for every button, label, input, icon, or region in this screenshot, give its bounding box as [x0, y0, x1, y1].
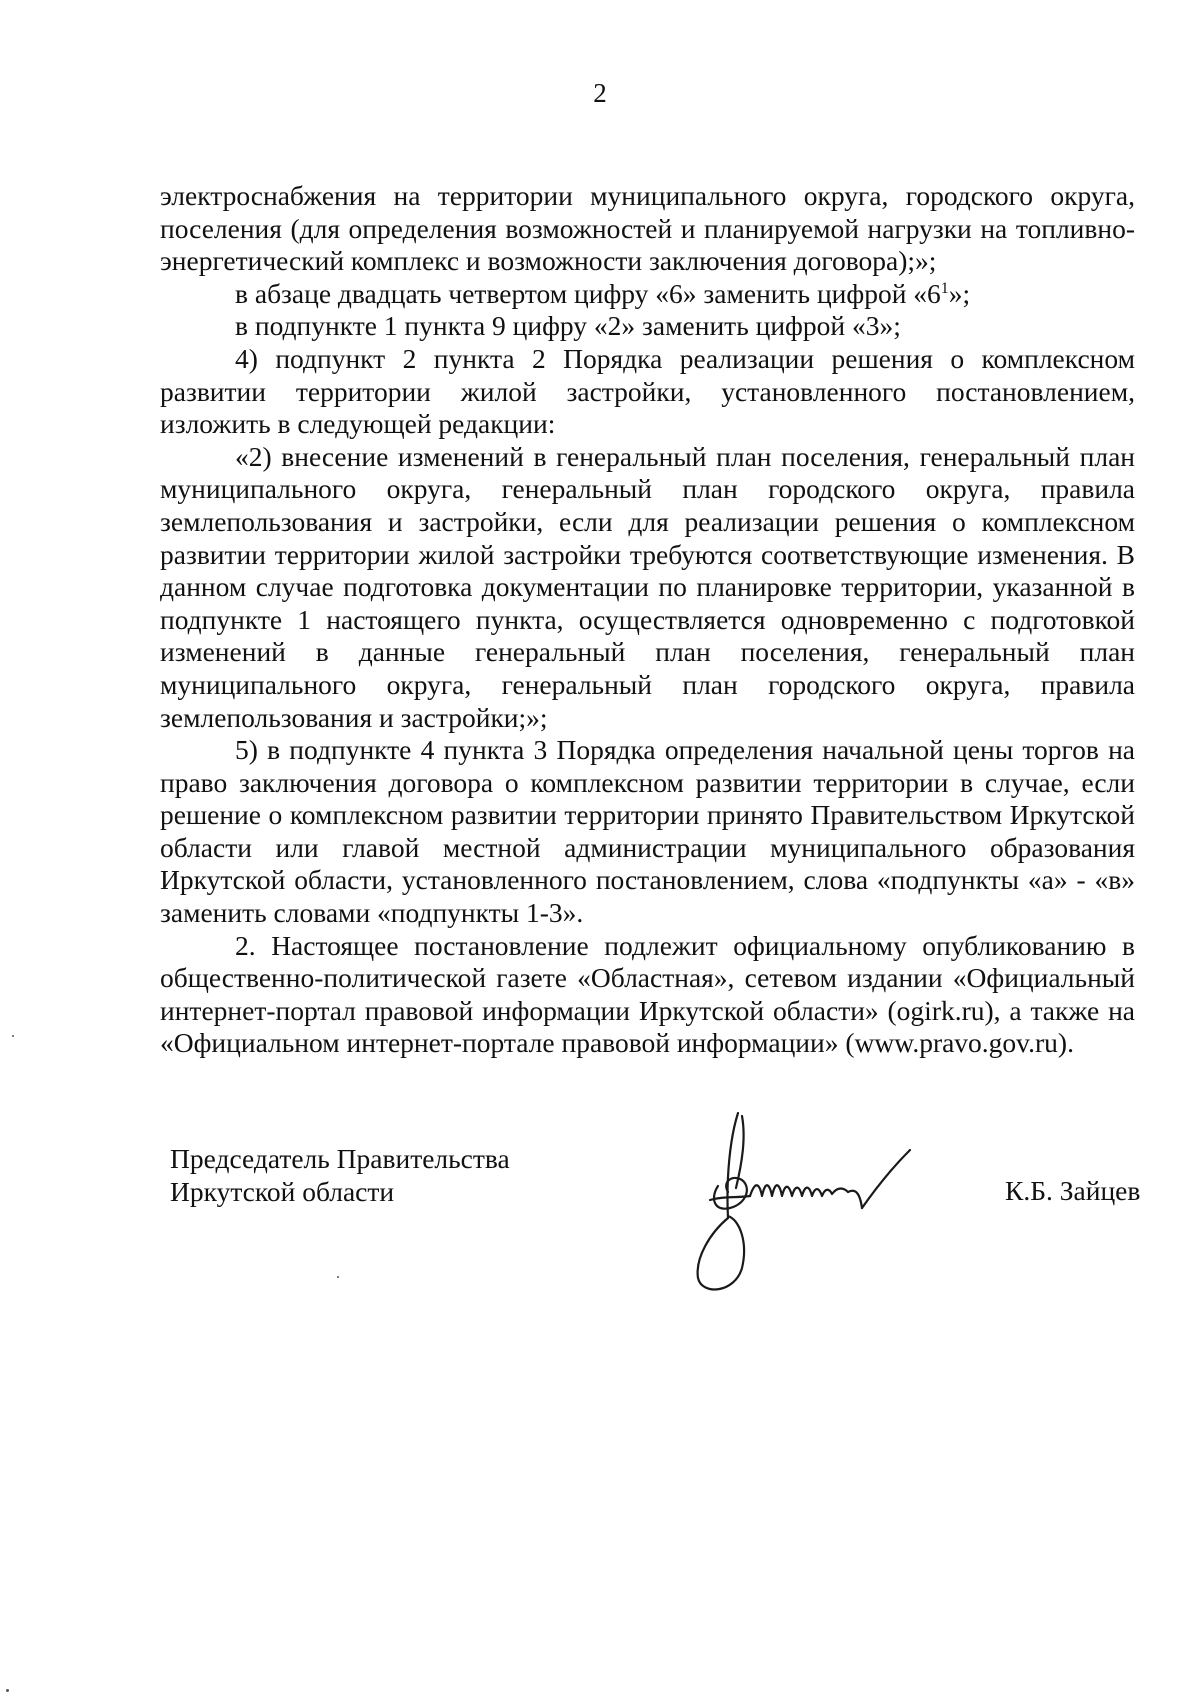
paragraph-item-5: 5) в подпункте 4 пункта 3 Порядка определения начальной цены торгов на право заключения договора о комплексном развитии территории в случае, если решение о комплексном развитии территории принято Правительством Иркутской области или главой местной администрации муниципального образования Иркутской области, установленного постановлением, слова «подпункты «а» - «в» заменить словами «подпункты 1-3». — [160, 734, 1135, 929]
paragraph-publication: 2. Настоящее постановление подлежит официальному опубликованию в общественно-политической газете «Областная», сетевом издании «Официальный интернет-портал правовой информации Иркутской области» (ogirk.ru), а также на «Официальном интернет-портале правовой информации» (www.pravo.gov.ru). — [160, 929, 1135, 1059]
scan-speck — [12, 1035, 14, 1037]
paragraph-quoted-item-2: «2) внесение изменений в генеральный план поселения, генеральный план муниципального округа, генеральный план городского округа, правила землепользования и застройки, если для реализации решения о комплексном развитии территории жилой застройки требуются соответствующие изменения. В данном случае подготовка документации по планировке территории, указанной в подпункте 1 настоящего пункта, осуществляется одновременно с подготовкой изменений в данные генеральный план поселения, генеральный план муниципального округа, генеральный план городского округа, правила землепользования и застройки;»; — [160, 440, 1135, 733]
paragraph-abzac-24 — [160, 278, 1135, 311]
signatory-position-line-1: Председатель Правительства — [170, 1143, 510, 1174]
page-number: 2 — [593, 78, 607, 108]
paragraph-item-4: 4) подпункт 2 пункта 2 Порядка реализации решения о комплексном развитии территории жилой застройки, установленного постановлением, изложить в следующей редакции: — [160, 342, 1135, 440]
signatory-position — [170, 1142, 510, 1208]
scan-speck — [6, 1689, 9, 1692]
paragraph-abzac-24-text: в абзаце двадцать четвертом цифру «6» заменить цифрой «6 — [235, 277, 941, 309]
scan-speck — [337, 1276, 339, 1278]
document-body — [160, 180, 1135, 1060]
signatory-name: К.Б. Зайцев — [1005, 1175, 1141, 1206]
signatory-position-line-2: Иркутской области — [170, 1176, 395, 1207]
superscript-one: 1 — [940, 279, 949, 297]
paragraph-abzac-24-end: »; — [948, 277, 971, 309]
handwritten-signature — [680, 1108, 970, 1298]
paragraph-subpoint-1-point-9: в подпункте 1 пункта 9 цифру «2» заменить цифрой «3»; — [235, 310, 901, 342]
paragraph-electricity-supply: электроснабжения на территории муниципального округа, городского округа, поселения (для определения возможностей и планируемой нагрузки на топливно-энергетический комплекс и возможности заключения договора);»; — [160, 180, 1135, 277]
